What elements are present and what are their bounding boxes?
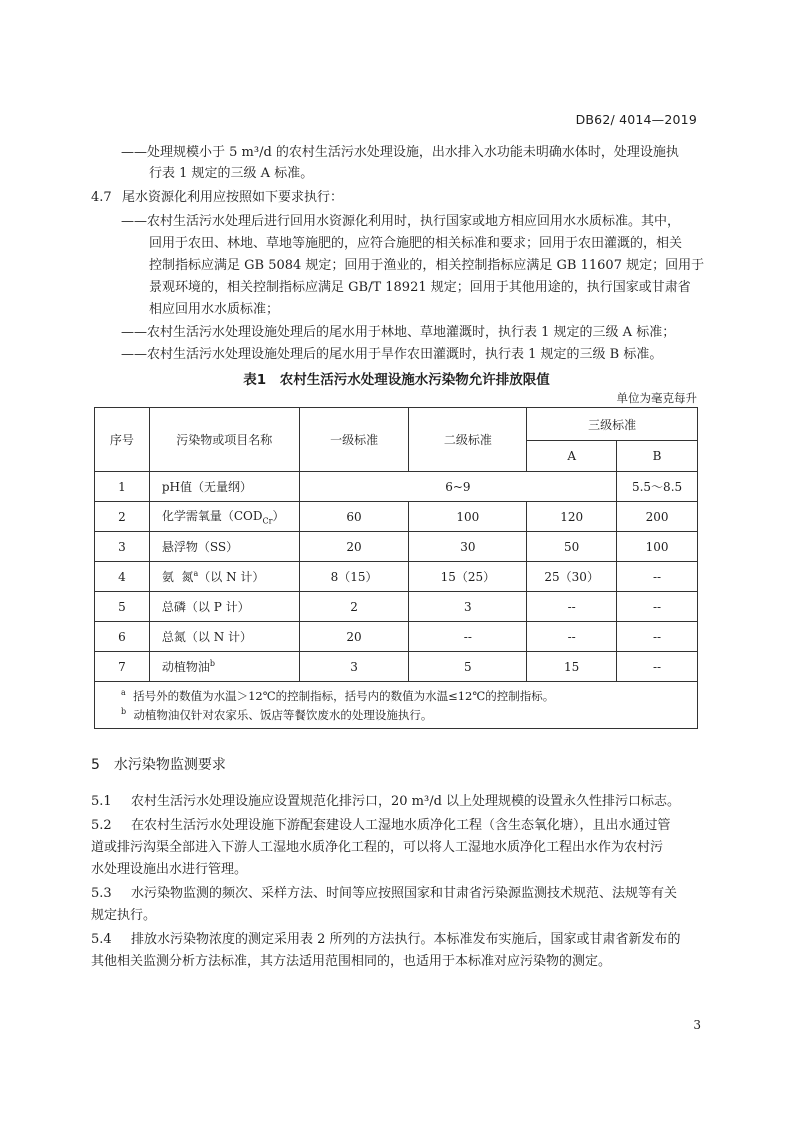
cell-name [149, 652, 299, 682]
page-number: 3 [693, 1018, 701, 1032]
cell-seq: 7 [95, 652, 150, 682]
cell-a: 50 [527, 532, 617, 562]
cell-b: -- [617, 562, 698, 592]
clause-number: 5.3 [91, 886, 112, 901]
paragraph-line: ——农村生活污水处理设施处理后的尾水用于林地、草地灌溉时，执行表 1 规定的三级 A 标准； [121, 325, 676, 340]
cell-name: 总磷（以 P 计） [149, 592, 299, 622]
cell-g1: 8（15） [299, 562, 409, 592]
emission-limits-table [94, 407, 698, 729]
footnote-mark: a [193, 569, 199, 578]
note-text: 动植物油仅针对农家乐、饭店等餐饮废水的处理设施执行。 [133, 707, 433, 722]
cell-a: 120 [527, 502, 617, 532]
note-text: 括号外的数值为水温＞12℃的控制指标，括号内的数值为水温≤12℃的控制指标。 [133, 688, 555, 703]
header-grade1: 一级标准 [299, 408, 409, 472]
cell-name: 悬浮物（SS） [149, 532, 299, 562]
cell-a: -- [527, 622, 617, 652]
table-note [95, 682, 698, 706]
cell-name [149, 502, 299, 532]
cell-name [149, 562, 299, 592]
cell-b: -- [617, 592, 698, 622]
paragraph-line: 回用于农田、林地、草地等施肥的，应符合施肥的相关标准和要求；回用于农田灌溉的，相关 [149, 236, 683, 251]
header-name: 污染物或项目名称 [149, 408, 299, 472]
paragraph-line: 相应回用水水质标准； [149, 302, 280, 317]
cell-b: 100 [617, 532, 698, 562]
header-grade3-a: A [527, 441, 617, 472]
paragraph-line: 景观环境的，相关控制指标应满足 GB/T 18921 规定；回用于其他用途的，执行国家或甘肃省 [149, 280, 691, 295]
cell-name-subscript: Cr [262, 516, 273, 526]
cell-name-text: 化学需氧量（COD [161, 509, 263, 524]
cell-name-text: ） [272, 509, 285, 524]
table-row [95, 622, 698, 652]
cell-g2: 5 [409, 652, 527, 682]
cell-seq: 6 [95, 622, 150, 652]
footnote-mark: b [121, 706, 127, 716]
cell-g1: 20 [299, 532, 409, 562]
standard-code: DB62/ 4014—2019 [575, 112, 697, 127]
paragraph-line: ——农村生活污水处理后进行回用水资源化利用时，执行国家或地方相应回用水水质标准。其中， [121, 214, 681, 229]
clause-text: 尾水资源化利用应按照如下要求执行： [122, 190, 344, 205]
cell-g1: 2 [299, 592, 409, 622]
cell-seq: 3 [95, 532, 150, 562]
section-heading: 5 水污染物监测要求 [91, 757, 226, 773]
paragraph-line: 控制指标应满足 GB 5084 规定；回用于渔业的，相关控制指标应满足 GB 11607 规定；回用于 [149, 258, 705, 273]
cell-b: 5.5～8.5 [617, 472, 698, 502]
cell-name: pH值（无量纲） [149, 472, 299, 502]
footnote-mark: a [121, 687, 126, 697]
header-grade3: 三级标准 [527, 408, 698, 441]
cell-b: -- [617, 622, 698, 652]
clause-text: 排放水污染物浓度的测定采用表 2 所列的方法执行。本标准发布实施后，国家或甘肃省新发布的 [131, 932, 681, 947]
cell-b: 200 [617, 502, 698, 532]
header-grade3-b: B [617, 441, 698, 472]
cell-seq: 2 [95, 502, 150, 532]
paragraph-line: ——农村生活污水处理设施处理后的尾水用于旱作农田灌溉时，执行表 1 规定的三级 B 标准。 [121, 347, 663, 362]
cell-g2: 15（25） [409, 562, 527, 592]
table-row [95, 502, 698, 532]
table-unit: 单位为毫克每升 [616, 391, 697, 405]
cell-a: -- [527, 592, 617, 622]
clause-text: 水处理设施出水进行管理。 [91, 862, 248, 877]
table-title: 表1 农村生活污水处理设施水污染物允许排放限值 [243, 372, 550, 388]
clause-number: 5.2 [91, 818, 112, 833]
table-row [95, 532, 698, 562]
header-seq: 序号 [95, 408, 150, 472]
clause-text: 规定执行。 [91, 908, 157, 923]
footnote-mark: b [209, 659, 216, 668]
table-row [95, 472, 698, 502]
paragraph-line: ——处理规模小于 5 m³/d 的农村生活污水处理设施，出水排入水功能未明确水体时，处理设施执 [121, 145, 679, 160]
table-note [95, 705, 698, 729]
clause-text: 其他相关监测分析方法标准，其方法适用范围相同的，也适用于本标准对应污染物的测定。 [91, 954, 612, 969]
cell-name-text: 动植物油 [161, 660, 210, 674]
cell-name-text: （以 N 计） [198, 570, 265, 584]
cell-g1: 60 [299, 502, 409, 532]
cell-a: 15 [527, 652, 617, 682]
clause-number: 5.4 [91, 932, 112, 947]
clause-text: 在农村生活污水处理设施下游配套建设人工湿地水质净化工程（含生态氧化塘），且出水通过管 [131, 818, 671, 833]
cell-seq: 5 [95, 592, 150, 622]
cell-name-text: 氨 氮 [161, 570, 194, 584]
table-row [95, 562, 698, 592]
cell-g1: 20 [299, 622, 409, 652]
clause-number: 4.7 [91, 190, 112, 205]
clause-number: 5.1 [91, 794, 112, 809]
cell-merged-value: 6~9 [299, 472, 616, 502]
header-grade2: 二级标准 [409, 408, 527, 472]
clause-text: 水污染物监测的频次、采样方法、时间等应按照国家和甘肃省污染源监测技术规范、法规等有关 [131, 886, 678, 901]
paragraph-line: 行表 1 规定的三级 A 标准。 [149, 166, 314, 181]
table-row [95, 652, 698, 682]
clause-text: 农村生活污水处理设施应设置规范化排污口，20 m³/d 以上处理规模的设置永久性排污口标志。 [131, 794, 681, 809]
cell-name: 总氮（以 N 计） [149, 622, 299, 652]
cell-seq: 4 [95, 562, 150, 592]
cell-seq: 1 [95, 472, 150, 502]
cell-g1: 3 [299, 652, 409, 682]
table-row [95, 592, 698, 622]
cell-g2: -- [409, 622, 527, 652]
clause-text: 道或排污沟渠全部进入下游人工湿地水质净化工程的，可以将人工湿地水质净化工程出水作为农村污 [91, 840, 664, 855]
cell-g2: 3 [409, 592, 527, 622]
cell-b: -- [617, 652, 698, 682]
cell-a: 25（30） [527, 562, 617, 592]
cell-g2: 30 [409, 532, 527, 562]
cell-g2: 100 [409, 502, 527, 532]
